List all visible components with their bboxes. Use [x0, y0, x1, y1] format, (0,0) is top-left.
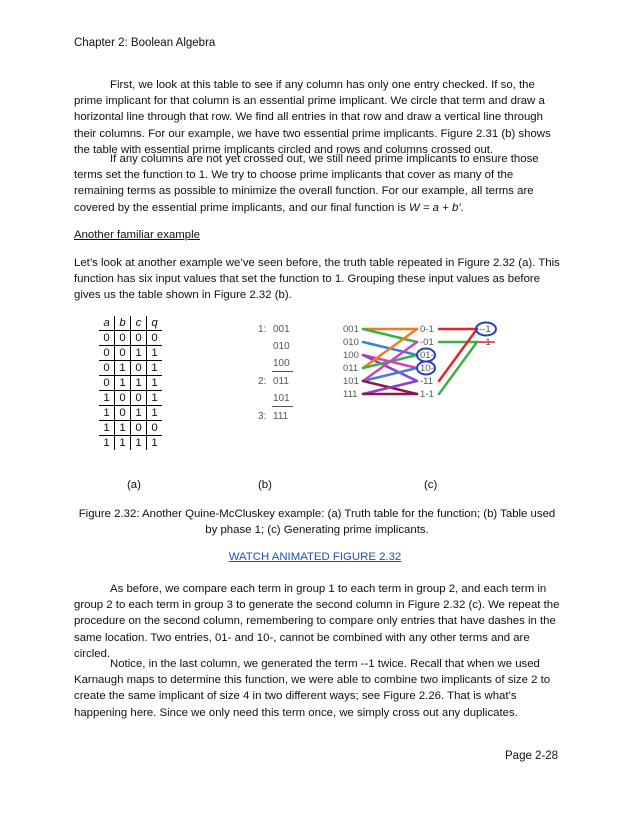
table-row: 1 1 1 1	[99, 436, 162, 451]
group-label-1: 1:	[258, 324, 267, 335]
watch-animated-link[interactable]: WATCH ANIMATED FIGURE 2.32	[228, 551, 402, 563]
paragraph-remaining-terms: If any columns are not yet crossed out, we still need prime implicants to ensure those terms set the function to 1. We try to choose prime implicants that cover as many of the remaining terms as possible to minimize the overall function. For our example, all terms are covered by the essential prime implicants, and our final function is W = a + b'.	[74, 153, 539, 214]
chapter-header: Chapter 2: Boolean Algebra	[74, 37, 216, 49]
page-number: Page 2-28	[505, 750, 559, 762]
sublabel-b: (b)	[258, 479, 272, 491]
group-value: 100	[273, 358, 290, 369]
group-label-3: 3:	[258, 411, 267, 422]
paragraph-compare-terms: As before, we compare each term in group 1 to each term in group 2, and each term in group 2 to each term in group 3 to generate the second column in Figure 2.32 (c). We repeat the procedure on the second column, remembering to compare only entries that have dashes in the same location. Two entries, 01- and 10-, cannot be combined with any other terms and are circled.	[74, 583, 560, 660]
term: --1	[479, 324, 491, 335]
table-row: 1 0 0 1	[99, 391, 162, 406]
group-value: 111	[273, 411, 289, 422]
col-header-c: c	[131, 316, 147, 331]
connection-line	[439, 342, 477, 394]
group-divider	[272, 371, 293, 372]
truth-table-header	[99, 316, 162, 331]
prime-implicant-diagram	[335, 318, 510, 418]
group-value: 010	[273, 341, 290, 352]
group-value: 001	[273, 324, 290, 335]
column-1-connections	[363, 329, 417, 394]
term: 100	[343, 350, 359, 361]
truth-table	[99, 316, 162, 450]
paragraph-duplicates: Notice, in the last column, we generated the term --1 twice. Recall that when we used Karnaugh maps to determine this function, we were able to combine two implicants of size 2 to create the same implicant of size 4 in two different ways; see Figure 2.26. That is what’s happening here. Since we only need this term once, we simply cross out any duplicates.	[74, 658, 551, 719]
sublabel-a: (a)	[127, 479, 141, 491]
term: -11	[420, 376, 434, 387]
final-function: W = a + b'	[408, 201, 461, 214]
table-row: 0 0 0 0	[99, 331, 162, 346]
term: 0-1	[420, 324, 434, 335]
table-row: 0 1 1 1	[99, 376, 162, 391]
group-label-2: 2:	[258, 376, 267, 387]
column-1-terms	[343, 324, 359, 400]
section-heading: Another familiar example	[74, 229, 200, 241]
connection-line	[363, 355, 417, 381]
table-row: 0 1 0 1	[99, 361, 162, 376]
paragraph-another-example: Let’s look at another example we’ve seen before, the truth table repeated in Figure 2.32 (a). This function has six input values that set the function to 1. Grouping these input values as before gives us the table shown in Figure 2.32 (b).	[74, 257, 560, 302]
col-header-q: q	[147, 316, 163, 331]
term: --1	[479, 337, 491, 348]
connection-line	[439, 329, 477, 381]
grouped-minterms	[258, 324, 308, 444]
term: 111	[343, 389, 358, 400]
group-divider	[272, 406, 293, 407]
figure-caption: Figure 2.32: Another Quine-McCluskey example: (a) Truth table for the function; (b) Table used by phase 1; (c) Generating prime implicants.	[78, 508, 556, 536]
col-header-a: a	[103, 317, 110, 329]
table-row: 1 1 0 0	[99, 421, 162, 436]
term: 011	[343, 363, 359, 374]
col-header-b: b	[115, 316, 131, 331]
term: -01	[420, 337, 434, 348]
paragraph-essential-prime: First, we look at this table to see if any column has only one entry checked. If so, the prime implicant for that column is an essential prime implicant. We circle that term and draw a horizontal line through that row. We find all entries in that row and draw a vertical line through their columns. For our example, we have two essential prime implicants. Figure 2.31 (b) shows the table with essential prime implicants circled and rows and columns crossed out.	[74, 79, 551, 156]
term: 010	[343, 337, 359, 348]
group-value: 011	[273, 376, 289, 387]
term: 101	[343, 376, 359, 387]
group-value: 101	[273, 393, 290, 404]
term: 10-	[420, 363, 434, 374]
term: 1-1	[420, 389, 434, 400]
sublabel-c: (c)	[424, 479, 438, 491]
table-row: 0 0 1 1	[99, 346, 162, 361]
table-row: 1 0 1 1	[99, 406, 162, 421]
term: 001	[343, 324, 359, 335]
term: 01-	[420, 350, 434, 361]
column-2-connections	[439, 329, 477, 394]
